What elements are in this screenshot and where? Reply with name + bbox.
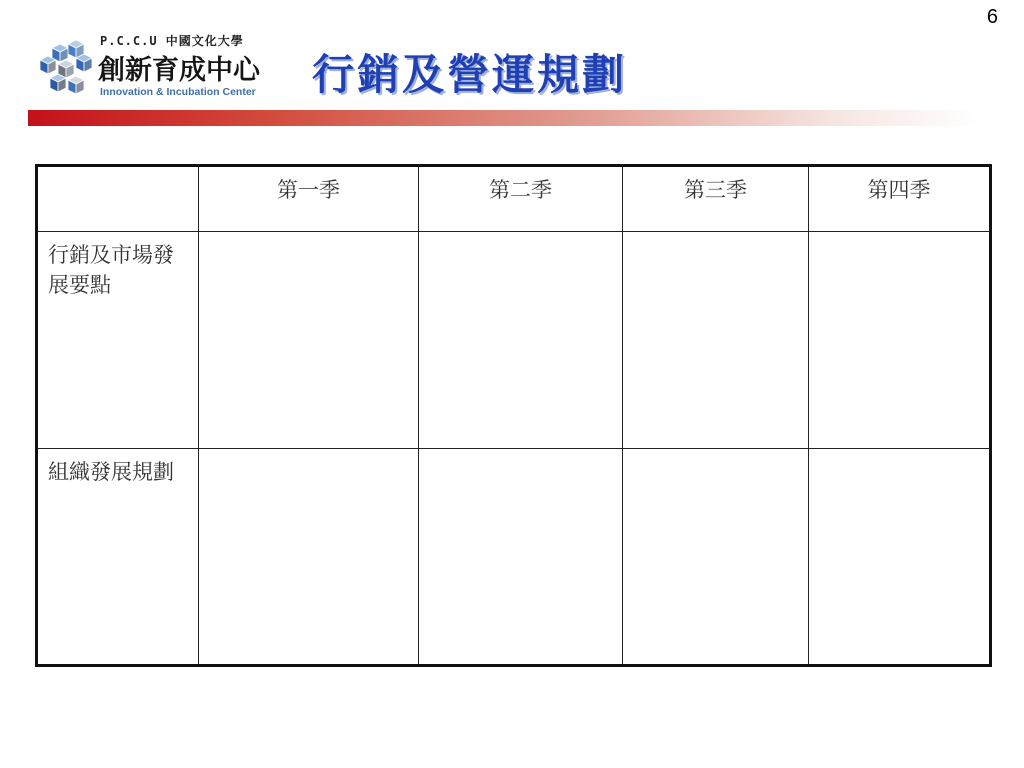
slide-title: 行銷及營運規劃 [312, 50, 628, 99]
cell-marketing-q4[interactable] [809, 232, 991, 449]
row-label-marketing: 行銷及市場發展要點 [37, 232, 199, 449]
header-q2: 第二季 [419, 166, 623, 232]
table-row [37, 449, 991, 666]
row-label-organization: 組織發展規劃 [37, 449, 199, 666]
title-underline-bar [28, 110, 980, 126]
logo-university-text: P.C.C.U 中國文化大學 [100, 34, 244, 48]
page-number: 6 [986, 6, 998, 28]
logo-english-name: Innovation & Incubation Center [100, 86, 256, 98]
table-row [37, 232, 991, 449]
header-corner-cell [37, 166, 199, 232]
header-q4: 第四季 [809, 166, 991, 232]
cell-organization-q1[interactable] [199, 449, 419, 666]
cell-marketing-q1[interactable] [199, 232, 419, 449]
cell-marketing-q2[interactable] [419, 232, 623, 449]
logo-center-name: 創新育成中心 [98, 55, 260, 86]
cell-organization-q4[interactable] [809, 449, 991, 666]
table-header-row [37, 166, 991, 232]
cell-organization-q3[interactable] [623, 449, 809, 666]
header-q3: 第三季 [623, 166, 809, 232]
header-q1: 第一季 [199, 166, 419, 232]
quarterly-plan-table [35, 164, 992, 667]
cell-marketing-q3[interactable] [623, 232, 809, 449]
cell-organization-q2[interactable] [419, 449, 623, 666]
logo [32, 32, 298, 104]
logo-cube-icon [32, 34, 98, 100]
